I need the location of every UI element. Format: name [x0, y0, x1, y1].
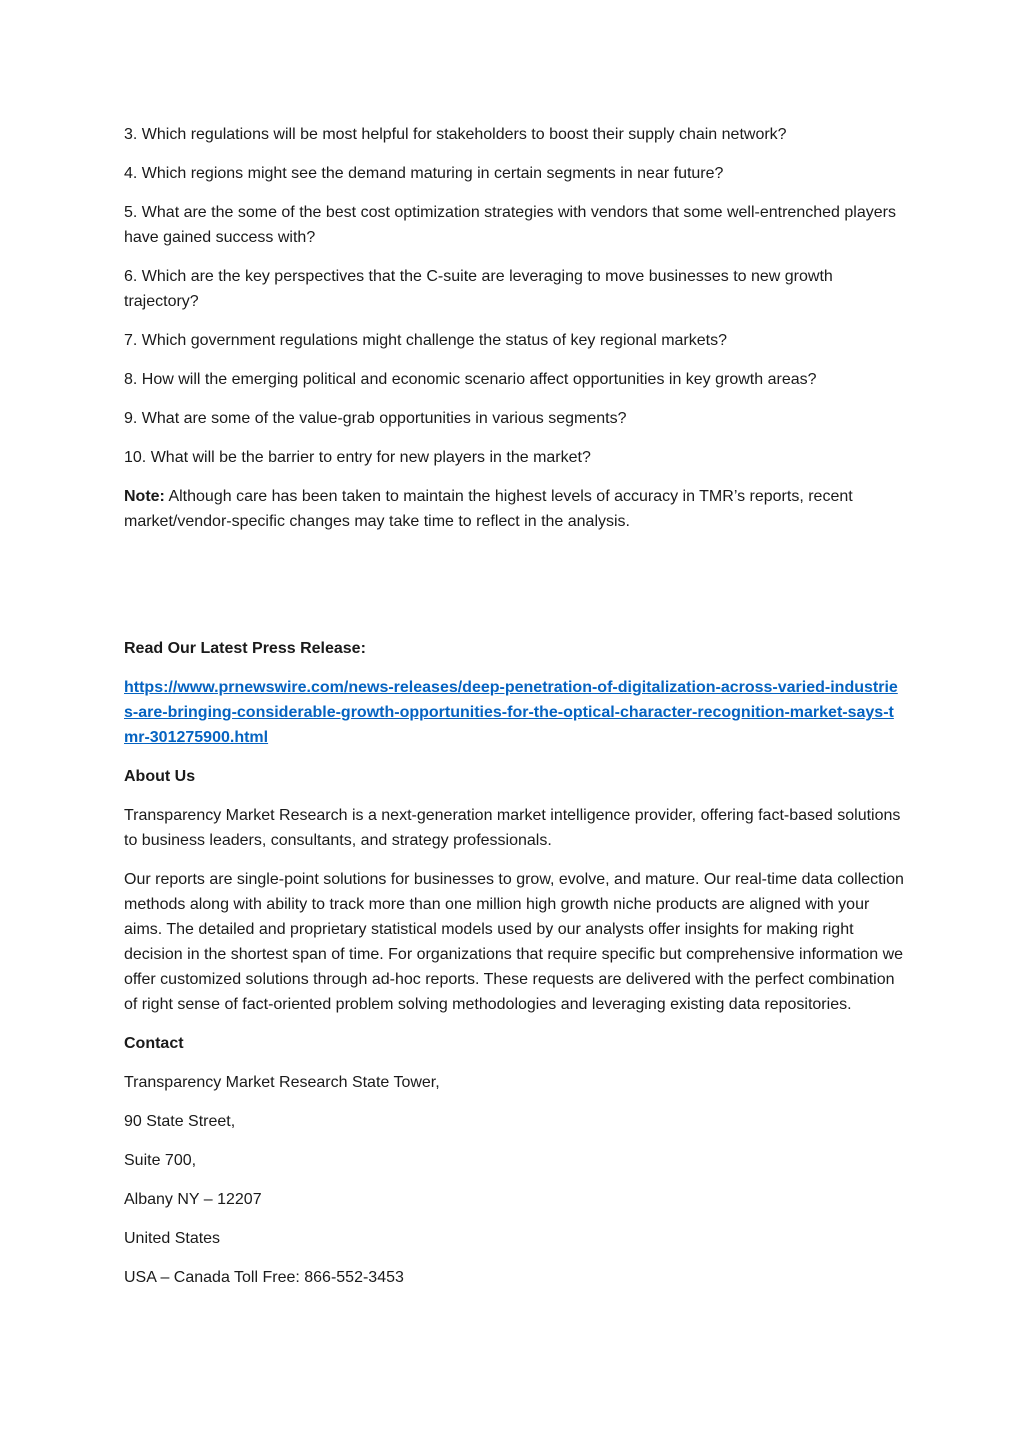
- note-paragraph: [124, 484, 904, 534]
- press-release-heading: Read Our Latest Press Release:: [124, 640, 366, 657]
- question-4: 4. Which regions might see the demand maturing in certain segments in near future?: [124, 165, 724, 182]
- contact-line-suite: Suite 700,: [124, 1152, 197, 1169]
- contact-line-phone: USA – Canada Toll Free: 866-552-3453: [124, 1269, 404, 1286]
- about-paragraph-2: Our reports are single-point solutions for businesses to grow, evolve, and mature. Our real-time data collection methods along with ability to track more than one million high growth niche products are aligned with your aims. The detailed and proprietary statistical models used by our analysts offer insights for making right decision in the shortest span of time. For organizations that require specific but comprehensive information we offer customized solutions through ad-hoc reports. These requests are delivered with the perfect combination of right sense of fact-oriented problem solving methodologies and leveraging existing data repositories.: [124, 871, 904, 1013]
- contact-heading: Contact: [124, 1035, 184, 1052]
- document-page: [124, 122, 904, 1304]
- question-9: 9. What are some of the value-grab opportunities in various segments?: [124, 410, 627, 427]
- note-label: Note:: [124, 488, 165, 505]
- question-7: 7. Which government regulations might challenge the status of key regional markets?: [124, 332, 727, 349]
- contact-line-country: United States: [124, 1230, 221, 1247]
- about-paragraph-1: Transparency Market Research is a next-generation market intelligence provider, offering fact-based solutions to business leaders, consultants, and strategy professionals.: [124, 807, 901, 849]
- question-5: 5. What are the some of the best cost optimization strategies with vendors that some well-entrenched players have gained success with?: [124, 204, 896, 246]
- question-8: 8. How will the emerging political and economic scenario affect opportunities in key growth areas?: [124, 371, 817, 388]
- note-text: Although care has been taken to maintain the highest levels of accuracy in TMR’s reports, recent market/vendor-specific changes may take time to reflect in the analysis.: [124, 488, 853, 530]
- contact-line-city: Albany NY – 12207: [124, 1191, 262, 1208]
- section-spacer: [124, 548, 904, 636]
- about-us-heading: About Us: [124, 768, 196, 785]
- question-3: 3. Which regulations will be most helpful for stakeholders to boost their supply chain network?: [124, 126, 787, 143]
- press-release-link-paragraph: [124, 675, 904, 750]
- contact-line-company: Transparency Market Research State Tower,: [124, 1074, 440, 1091]
- contact-line-street: 90 State Street,: [124, 1113, 236, 1130]
- question-10: 10. What will be the barrier to entry for new players in the market?: [124, 449, 591, 466]
- press-release-link[interactable]: https://www.prnewswire.com/news-releases/deep-penetration-of-digitalization-across-varied-industries-are-bringing-considerable-growth-opportunities-for-the-optical-character-recognition-market-says-tmr-301275900.html: [124, 679, 898, 746]
- question-6: 6. Which are the key perspectives that the C-suite are leveraging to move businesses to new growth trajectory?: [124, 268, 833, 310]
